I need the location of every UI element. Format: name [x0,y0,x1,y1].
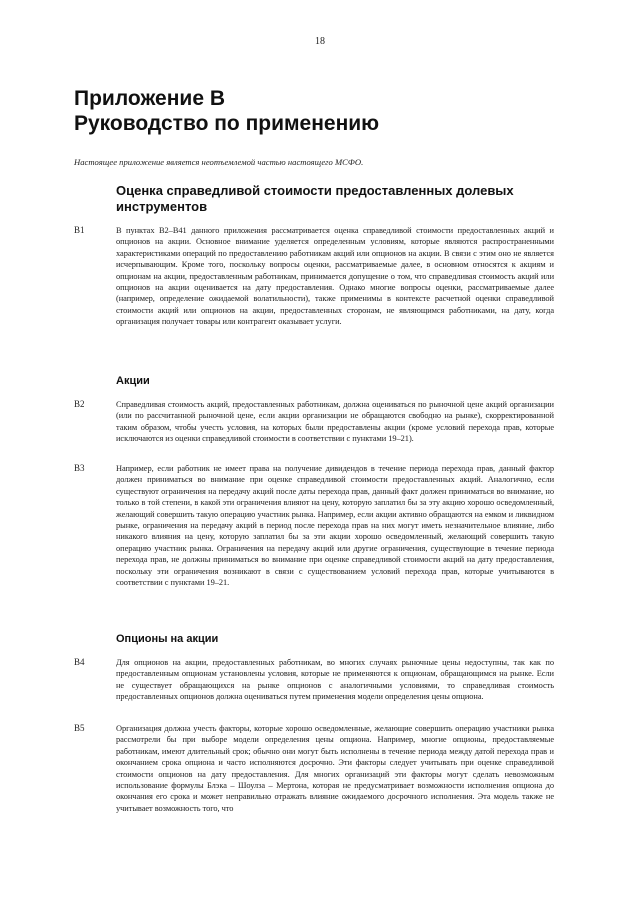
paragraph-text: Для опционов на акции, предоставленных работникам, во многих случаях рыночные цены недоступны, так как по предоставленным опционам установлены условия, которые не применяются к опционам, обращающимся на рынке. Если не существует обращающихся на рынке опционов с аналогичными условиями, то справедливая стоимость предоставленных опционов должна оцениваться путем применения модели определения цены опциона. [116,658,554,702]
paragraph-text: Организация должна учесть факторы, которые хорошо осведомленные, желающие совершить операцию участники рынка рассмотрели бы при выборе модели определения цены опциона. Например, многие опционы, предоставляемые работникам, имеют длительный срок; обычно они могут быть исполнены в течение периода между датой перехода прав и окончанием срока опциона и часто исполняются досрочно. Эти факторы следует учитывать при оценке справедливой стоимости опционов на дату предоставления. Для многих организаций эти факторы могут сделать невозможным использование формулы Блэка – Шоулза – Мертона, которая не предусматривает возможности исполнения опциона до окончания его срока и может неправильно отражать влияние ожидаемого досрочного исполнения. Эта модель также не учитывает возможность того, что [116,724,554,813]
paragraph-text: Например, если работник не имеет права на получение дивидендов в течение периода перехода прав, данный фактор должен приниматься во внимание при оценке справедливой стоимости предоставленных акций. Аналогично, если существуют ограничения на передачу акций после даты перехода прав, данный факт должен приниматься во внимание, но только в той степени, в какой эти ограничения влияют на цену, которую заплатил бы за эту акцию хорошо осведомленный, желающий совершить такую операцию участник рынка. Например, если акции активно обращаются на емком и ликвидном рынке, ограничения на передачу акций в период после перехода прав на них могут иметь незначительное влияние, либо никакого влияния на цену, которую заплатил бы за эти акции хорошо осведомленный, желающий совершить такую операцию участник рынка. Ограничения на передачу акций или другие ограничения, существующие в течение периода перехода прав, не должны приниматься во внимание при оценке справедливой стоимости акций на дату предоставления, поскольку эти ограничения возникают в связи с существованием условий перехода прав, которые учитываются в соответствии с пунктами 19–21. [116,464,554,588]
page-number: 18 [315,36,325,47]
paragraph-number: B1 [74,225,85,235]
appendix-title [74,86,574,136]
paragraph-number: B3 [74,463,85,473]
subheading-shares: Акции [116,375,150,387]
appendix-title-line-1: Приложение В [74,87,226,110]
section-heading: Оценка справедливой стоимости предоставленных долевых инструментов [116,183,514,214]
paragraph-text: Справедливая стоимость акций, предоставленных работникам, должна оцениваться по рыночной цене акций организации (или по рассчитанной рыночной цене, если акции организации не обращаются свободно на рынке), скорректированной таким образом, чтобы учесть условия, на которых были предоставлены акции (кроме условий перехода прав, которые исключаются из оценки справедливой стоимости в соответствии с пунктами 19–21). [116,400,554,444]
paragraph-number: B2 [74,399,85,409]
paragraph-text: В пунктах B2–B41 данного приложения рассматривается оценка справедливой стоимости предоставленных акций и опционов на акции. Основное внимание уделяется определенным условиям, которые являются распространенными характеристиками операций по предоставлению работникам акций или опционов на акции. В связи с этим оно не является исчерпывающим. Кроме того, поскольку вопросы оценки, рассматриваемые далее, в основном относятся к акциям и опционам на акции, предоставленным работникам, принимается допущение о том, что справедливая стоимость акций или опционов на акции оценивается на дату предоставления. Однако многие вопросы оценки, рассматриваемые далее (например, определение ожидаемой волатильности), также применимы в контексте расчетной оценки справедливой стоимости акций или опционов на акции, предоставленных сторонам, не являющимся работниками, на дату, когда организация получает товары или контрагент оказывает услуги. [116,226,554,327]
subheading-options: Опционы на акции [116,633,219,645]
paragraph-number: B5 [74,723,85,733]
paragraph-number: B4 [74,657,85,667]
appendix-title-line-2: Руководство по применению [74,112,380,135]
appendix-note: Настоящее приложение является неотъемлемой частью настоящего МСФО. [74,157,364,167]
